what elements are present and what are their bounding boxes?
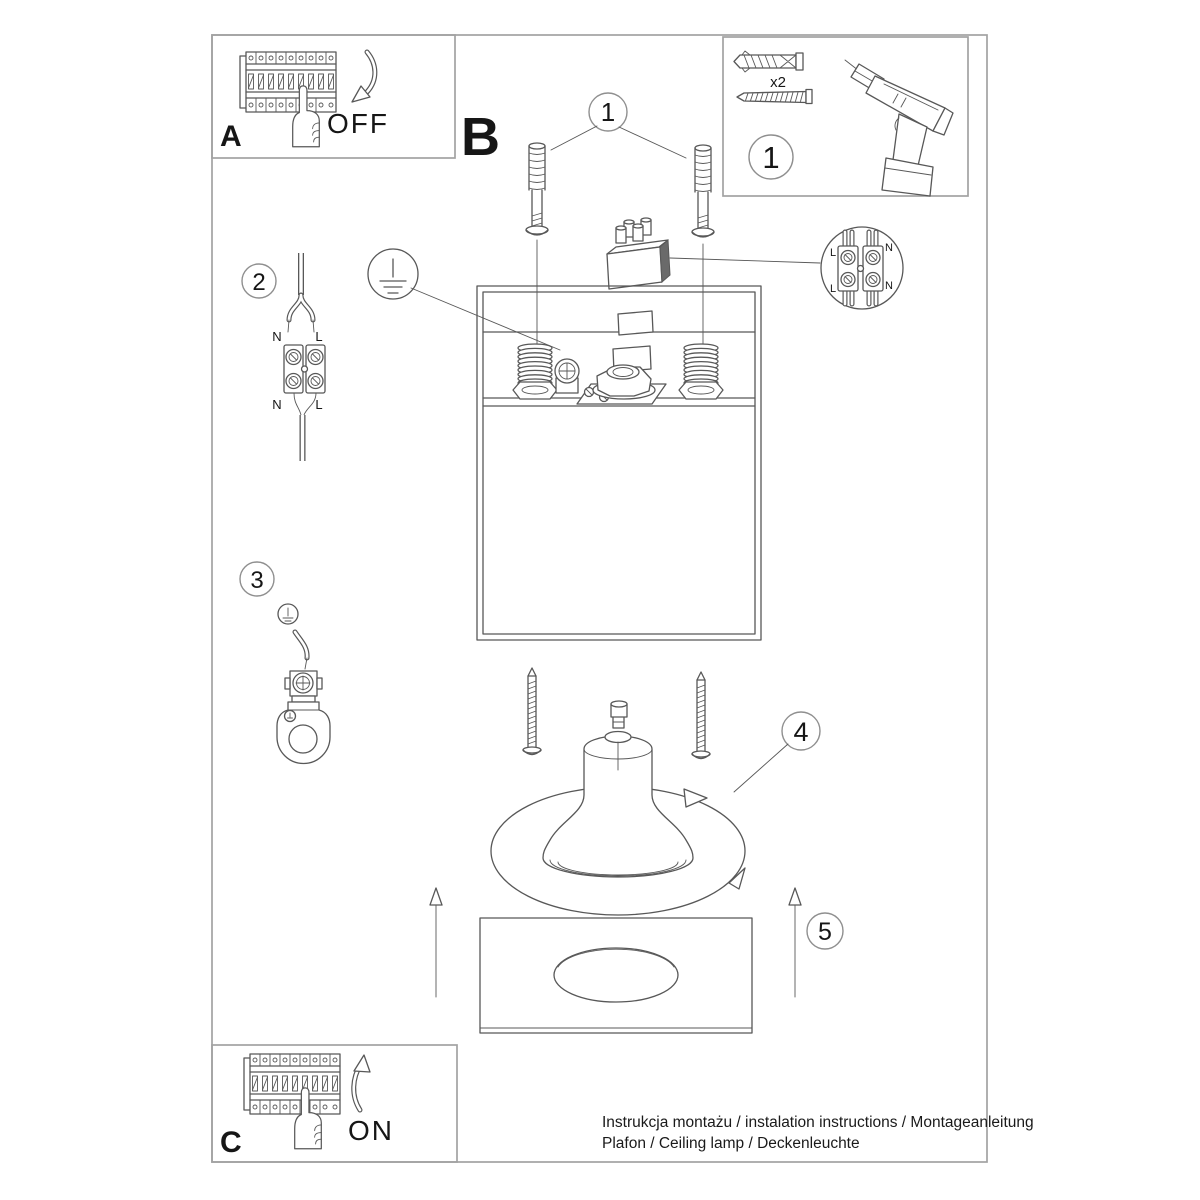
panel-a	[212, 35, 455, 158]
wiring-diagram	[242, 253, 325, 461]
fixing-screw-left	[523, 668, 541, 755]
supply-cable-top	[288, 253, 314, 332]
power-off-label: OFF	[327, 108, 389, 139]
section-b-letter: B	[461, 107, 500, 167]
leader-lines-step1	[551, 126, 686, 158]
rotation-arrowhead-lower	[729, 868, 745, 889]
terminal-strip-pair	[284, 345, 325, 393]
ground-terminal-screw	[555, 359, 579, 393]
footer	[602, 1114, 1034, 1152]
trim-installation-diagram	[491, 668, 820, 915]
wall-plug-icon	[734, 51, 803, 72]
up-arrow-right	[789, 888, 801, 997]
mounting-spring-left	[513, 344, 557, 399]
terminal-block-icon	[607, 218, 670, 289]
housing-inner	[483, 292, 755, 634]
lamp-housing-drawing	[368, 249, 761, 640]
gu10-socket	[577, 365, 666, 404]
step-2-number: 2	[252, 269, 266, 296]
detail-label-n-bottom: N	[885, 280, 893, 292]
drill-icon	[845, 60, 953, 196]
detail-label-l-top: L	[829, 247, 837, 259]
up-arrow-left	[430, 888, 442, 997]
step-5-badge	[807, 913, 843, 949]
ground-assembly-diagram	[240, 562, 330, 764]
cable-bottom	[294, 393, 316, 461]
wall-plug-left-icon	[526, 143, 548, 235]
ground-terminal-icon	[285, 671, 322, 702]
mounting-bracket-icon	[277, 702, 330, 764]
step-2-badge	[242, 264, 276, 298]
step-1-badge	[749, 135, 793, 179]
step-4-number: 4	[793, 717, 809, 747]
footer-line-1: Instrukcja montażu / instalation instructions / Montageanleitung	[602, 1114, 1034, 1131]
step-1-callout-number: 1	[600, 97, 616, 127]
step-3-number: 3	[250, 567, 264, 594]
step2-label-l-bottom: L	[315, 397, 323, 412]
step2-label-n-top: N	[272, 329, 282, 344]
terminal-center-screwhole	[858, 266, 864, 272]
panel-c	[212, 1045, 457, 1162]
step2-label-l-top: L	[315, 329, 323, 344]
leader-line-step4	[734, 744, 788, 792]
earth-symbol-icon-small	[278, 604, 298, 624]
mounting-spring-right	[679, 344, 723, 399]
step-3-badge	[240, 562, 274, 596]
wall-plug-right-icon	[692, 145, 714, 237]
step-5-number: 5	[818, 918, 832, 946]
cover-plate-icon	[480, 918, 752, 1033]
step-1-callout-badge	[589, 93, 627, 131]
anchor-quantity-label: x2	[770, 74, 786, 91]
label-sticker-1	[618, 311, 653, 335]
panel-c-letter: C	[220, 1126, 242, 1159]
included-parts-box	[723, 37, 968, 196]
circuit-breaker-icon-c	[244, 1054, 340, 1114]
footer-line-2: Plafon / Ceiling lamp / Deckenleuchte	[602, 1135, 860, 1152]
arrow-down-icon	[352, 52, 375, 102]
circuit-breaker-icon	[240, 52, 336, 112]
terminal-detail-circle	[821, 227, 903, 309]
step-1-number: 1	[762, 140, 780, 175]
panel-a-letter: A	[220, 120, 242, 153]
leader-line-terminal-detail	[670, 258, 820, 263]
reflector-icon	[543, 701, 693, 877]
power-on-label: ON	[348, 1115, 394, 1146]
housing-outer	[477, 286, 761, 640]
detail-label-n-top: N	[885, 242, 893, 254]
fixing-screw-right	[692, 672, 710, 759]
cover-plate-diagram	[430, 888, 843, 1033]
earth-symbol-icon	[368, 249, 418, 299]
earth-leader-line	[411, 288, 560, 350]
detail-label-l-bottom: L	[829, 283, 837, 295]
arrow-up-icon	[354, 1055, 370, 1110]
ground-wire-icon	[295, 632, 307, 669]
mounting-screw-icon	[737, 90, 812, 104]
step2-label-n-bottom: N	[272, 397, 282, 412]
